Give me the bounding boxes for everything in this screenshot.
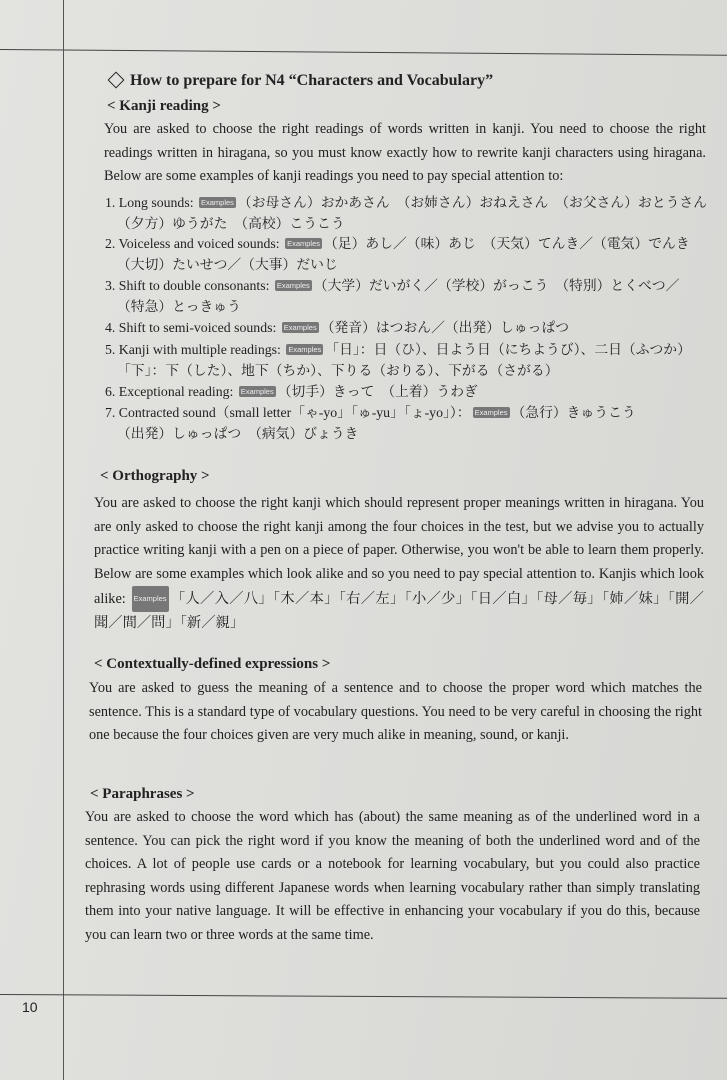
item-examples: （お母さん）おかあさん （お姉さん）おねえさん （お父さん）おとうさん [237, 195, 708, 210]
item-examples: （急行）きゅうこう [511, 405, 636, 420]
orthography-heading: < Orthography > [100, 468, 210, 484]
page-number: 10 [22, 999, 38, 1015]
examples-tag: Examples [240, 387, 274, 396]
kanji-reading-item [105, 191, 707, 211]
kanji-reading-item-continuation: （大切）たいせつ／（大事）だいじ [117, 257, 338, 272]
item-label: 5. Kanji with multiple readings: [105, 342, 285, 357]
kanji-reading-item [105, 380, 478, 400]
examples-tag: Examples [474, 408, 508, 417]
diamond-icon [108, 72, 125, 89]
contextual-text: You are asked to guess the meaning of a sentence and to choose the proper word which matches the sentence. This is a standard type of vocabulary questions. You need to be very careful in choosing the right one because the four choices given are very much alike in meaning, sound, or kanji. [89, 680, 702, 743]
orthography-text [94, 492, 704, 635]
item-label: 2. Voiceless and voiced sounds: [105, 236, 284, 251]
item-label: 4. Shift to semi-voiced sounds: [105, 320, 280, 335]
examples-tag: Examples [276, 281, 310, 290]
examples-tag: Examples [288, 345, 322, 354]
item-examples: （切手）きって （上着）うわぎ [277, 384, 478, 399]
kanji-reading-item [105, 401, 636, 421]
main-heading [107, 72, 493, 90]
paraphrases-text: You are asked to choose the word which has (about) the same meaning as of the underlined word in a sentence. You can pick the right word if you know the meaning of both the underlined word and of the choices. A lot of people use cards or a notebook for learning vocabulary, but you could also practice rephrasing words using different Japanese words when learning vocabulary rather than simply translating them into your native language. It will be effective in enhancing your vocabulary if you do this, because you can learn two or three words at the same time. [85, 809, 700, 943]
kanji-reading-item-continuation: 「下」：下（した）、地下（ちか）、下りる（おりる）、下がる（さがる） [117, 363, 559, 378]
lookalike-kanji-examples: 「人／入／八」「木／本」「右／左」「小／少」「日／白」「母／毎」「姉／妹」「開／聞／間／問」「新／親」 [94, 591, 704, 631]
contextual-heading: < Contextually-defined expressions > [94, 656, 331, 672]
kanji-reading-item-continuation: （夕方）ゆうがた （高校）こうこう [117, 216, 345, 231]
item-examples: （発音）はつおん／（出発）しゅっぱつ [320, 320, 570, 335]
examples-tag: Examples [200, 198, 234, 207]
item-label: 3. Shift to double consonants: [105, 278, 273, 293]
orthography-body: You are asked to choose the right kanji which should represent proper meanings written in hiragana. You are only asked to choose the right kanji among the four choices in the test, but we advise you to actually practice writing kanji with a pen on a piece of paper. Otherwise, you won't be able to learn them properly. Below are some examples which look alike and so you need to pay special attention to. Kanjis which look alike: [94, 495, 704, 607]
item-label: 6. Exceptional reading: [105, 384, 237, 399]
kanji-reading-intro: You are asked to choose the right readings of words written in kanji. You need to choose the right readings written in hiragana, so you must know exactly how to rewrite kanji characters using hiragana. Below are some examples of kanji readings you need to pay special attention to: [104, 121, 706, 184]
kanji-reading-item [105, 232, 690, 252]
examples-tag: Examples [132, 586, 169, 612]
examples-tag: Examples [283, 323, 317, 332]
examples-tag: Examples [287, 239, 321, 248]
kanji-reading-item [105, 338, 691, 358]
kanji-reading-heading: < Kanji reading > [107, 98, 221, 114]
item-label: 1. Long sounds: [105, 195, 197, 210]
kanji-reading-item [105, 316, 569, 336]
kanji-reading-item [105, 274, 679, 294]
kanji-reading-item-continuation: （特急）とっきゅう [117, 299, 241, 314]
main-heading-text: How to prepare for N4 “Characters and Vocabulary” [130, 72, 494, 89]
item-label: 7. Contracted sound（small letter「ゃ-yo」「ゅ-yu」「ょ-yo」）： [105, 405, 471, 420]
item-examples: （足）あし／（味）あじ （天気）てんき／（電気）でんき [324, 236, 690, 251]
item-examples: （大学）だいがく／（学校）がっこう （特別）とくべつ／ [313, 278, 680, 293]
paraphrases-heading: < Paraphrases > [90, 786, 195, 802]
kanji-reading-item-continuation: （出発）しゅっぱつ （病気）びょうき [117, 426, 359, 441]
item-examples: 「日」：日（ひ）、日よう日（にちようび）、二日（ふつか） [325, 342, 691, 357]
